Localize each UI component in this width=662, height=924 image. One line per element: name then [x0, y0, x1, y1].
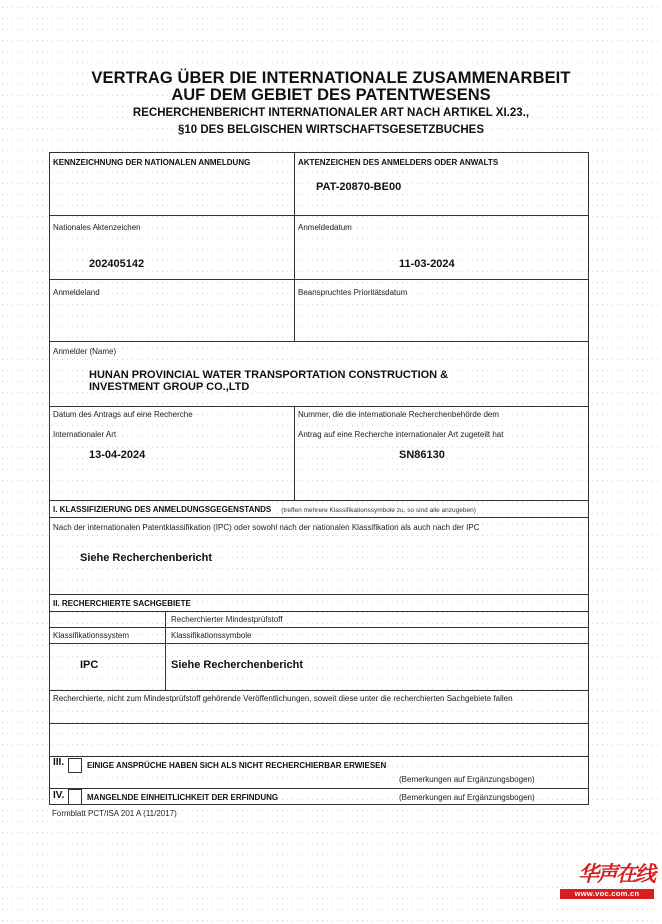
column-divider [294, 152, 295, 341]
section4-remark: (Bemerkungen auf Ergänzungsbogen) [399, 793, 535, 802]
filing-date-value: 11-03-2024 [399, 258, 455, 270]
search-number-label-line1: Nummer, die die internationale Recherchenbehörde dem [298, 410, 500, 419]
section4-title: MANGELNDE EINHEITLICHKEIT DER ERFINDUNG [87, 793, 279, 802]
national-file-number-label: Nationales Aktenzeichen [53, 223, 141, 232]
divider [49, 341, 589, 342]
divider [49, 788, 589, 789]
request-date-value: 13-04-2024 [89, 449, 146, 461]
request-date-label-line2: Internationaler Art [53, 430, 117, 439]
form-frame [49, 152, 589, 805]
divider [49, 517, 589, 518]
applicant-name-label: Anmelder (Name) [53, 347, 117, 356]
section1-value: Siehe Recherchenbericht [80, 552, 213, 564]
search-number-label-line2: Antrag auf eine Recherche internationaler Art zugeteilt hat [298, 430, 504, 439]
section3-title: EINIGE ANSPRÜCHE HABEN SICH ALS NICHT RECHERCHIERBAR ERWIESEN [87, 761, 387, 770]
applicant-name-line1: HUNAN PROVINCIAL WATER TRANSPORTATION CONSTRUCTION & [89, 369, 449, 381]
section1-title-text: I. KLASSIFIZIERUNG DES ANMELDUNGSGEGENSTANDS [53, 505, 272, 514]
classification-symbols-value: Siehe Recherchenbericht [171, 659, 304, 671]
section4-roman: IV. [53, 790, 65, 801]
divider [49, 690, 589, 691]
column-divider [165, 611, 166, 690]
national-application-header: KENNZEICHNUNG DER NATIONALEN ANMELDUNG [53, 158, 251, 167]
column-divider [294, 406, 295, 500]
applicant-reference-label: AKTENZEICHEN DES ANMELDERS ODER ANWALTS [298, 158, 499, 167]
section1-note: (treffen mehrere Klassifikationssymbole zu, so sind alle anzugeben) [281, 507, 476, 514]
section1-description: Nach der internationalen Patentklassifikation (IPC) oder sowohl nach der nationalen Klassifikation als auch nach der IPC [53, 523, 480, 532]
search-number-value: SN86130 [399, 449, 445, 461]
request-date-label-line1: Datum des Antrags auf eine Recherche [53, 410, 193, 419]
divider [49, 723, 589, 724]
filing-date-label: Anmeldedatum [298, 223, 352, 232]
section3-checkbox[interactable] [68, 758, 82, 773]
applicant-name-line2: INVESTMENT GROUP CO.,LTD [89, 381, 250, 393]
national-file-number-value: 202405142 [89, 258, 145, 270]
watermark-logo [560, 862, 654, 899]
watermark-url: www.voc.com.cn [560, 889, 654, 899]
min-docs-label: Recherchierter Mindestprüfstoff [171, 615, 283, 624]
document-subtitle-line2: §10 DES BELGISCHEN WIRTSCHAFTSGESETZBUCHES [177, 124, 485, 136]
divider [49, 627, 589, 628]
divider [49, 594, 589, 595]
divider [49, 611, 589, 612]
document-subtitle-line1: RECHERCHENBERICHT INTERNATIONALER ART NACH ARTIKEL XI.23., [132, 107, 530, 119]
other-docs-label: Recherchierte, nicht zum Mindestprüfstoff gehörende Veröffentlichungen, soweit diese unter die recherchierten Sachgebiete fallen [53, 694, 513, 703]
section2-title: II. RECHERCHIERTE SACHGEBIETE [53, 599, 191, 608]
document-title-line1: VERTRAG ÜBER DIE INTERNATIONALE ZUSAMMENARBEIT [91, 69, 571, 87]
classification-system-value: IPC [80, 659, 99, 671]
classification-symbols-label: Klassifikationssymbole [171, 631, 252, 640]
section1-title [53, 505, 476, 514]
divider [49, 279, 589, 280]
form-id-footer: Formblatt PCT/ISA 201 A (11/2017) [52, 809, 177, 818]
divider [49, 215, 589, 216]
section3-roman: III. [53, 757, 65, 768]
section4-checkbox[interactable] [68, 789, 82, 805]
divider [49, 406, 589, 407]
divider [49, 500, 589, 501]
watermark-brand: 华声在线 [578, 861, 654, 886]
divider [49, 643, 589, 644]
divider [49, 756, 589, 757]
priority-date-label: Beanspruchtes Prioritätsdatum [298, 288, 408, 297]
filing-country-label: Anmeldeland [53, 288, 100, 297]
classification-system-label: Klassifikationssystem [53, 631, 130, 640]
document-title-line2: AUF DEM GEBIET DES PATENTWESENS [171, 86, 491, 104]
applicant-reference-value: PAT-20870-BE00 [316, 181, 402, 193]
section3-remark: (Bemerkungen auf Ergänzungsbogen) [399, 775, 535, 784]
